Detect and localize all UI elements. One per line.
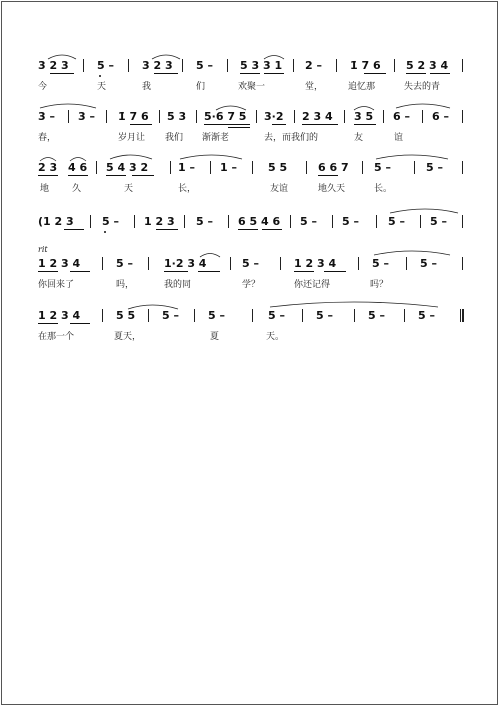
underline xyxy=(198,271,220,272)
underline xyxy=(64,229,84,230)
lyric: 天 xyxy=(97,82,107,92)
measure-3-4: 1 – xyxy=(178,161,195,174)
measure-4-3: 1 2 3 xyxy=(144,215,175,228)
barline xyxy=(420,215,421,228)
measure-1-4: 5 – xyxy=(196,59,213,72)
lyric: 渐渐老 xyxy=(202,133,230,143)
ritardando-mark: rit xyxy=(38,245,48,254)
final-barline xyxy=(460,309,464,322)
lyric: 欢聚一 xyxy=(238,82,266,92)
underline xyxy=(294,271,314,272)
measure-6-5: 5 – xyxy=(268,309,285,322)
underline xyxy=(318,175,338,176)
measure-3-9: 5 – xyxy=(426,161,443,174)
measure-4-7: 5 – xyxy=(342,215,359,228)
underline xyxy=(50,73,74,74)
barline xyxy=(252,161,253,174)
measure-3-7: 6 6 7 xyxy=(318,161,349,174)
measure-4-1: (1 2 3 xyxy=(38,215,74,228)
measure-1-3: 3 2 3 xyxy=(142,59,173,72)
slurs xyxy=(2,208,499,248)
underline xyxy=(68,175,88,176)
measure-3-2: 4 6 xyxy=(68,161,88,174)
lyric: 学？ xyxy=(242,280,261,290)
underline xyxy=(302,124,338,125)
measure-2-8: 3 5 xyxy=(354,110,374,123)
barline xyxy=(383,110,384,123)
measure-1-1: 3 2 3 xyxy=(38,59,69,72)
barline xyxy=(293,59,294,72)
lyric: 夏天， xyxy=(114,332,142,342)
lyric: 今 xyxy=(38,82,48,92)
measure-5-2: 5 – xyxy=(116,257,133,270)
measure-2-5: 5·6 7 5 xyxy=(204,110,247,123)
barline xyxy=(256,110,257,123)
barline xyxy=(106,110,107,123)
lyric: 在那一个 xyxy=(38,332,75,342)
measure-4-5: 6 5 4 6 xyxy=(238,215,281,228)
measure-3-1: 2 3 xyxy=(38,161,58,174)
measure-4-4: 5 – xyxy=(196,215,213,228)
measure-2-1: 3 – xyxy=(38,110,55,123)
low-octave-dot xyxy=(99,75,101,77)
lyric: 吗？ xyxy=(370,280,389,290)
lyric: 春， xyxy=(38,133,57,143)
underline xyxy=(406,73,426,74)
measure-6-4: 5 – xyxy=(208,309,225,322)
lyric: 你还记得 xyxy=(294,280,331,290)
measure-3-5: 1 – xyxy=(220,161,237,174)
underline xyxy=(364,73,386,74)
barline xyxy=(306,161,307,174)
lyric: 们 xyxy=(196,82,206,92)
measure-1-7: 1̇ 7 6 xyxy=(350,59,381,72)
score-page xyxy=(1,1,498,705)
underline xyxy=(164,271,188,272)
underline xyxy=(430,73,450,74)
measure-4-9: 5 – xyxy=(430,215,447,228)
underline xyxy=(262,229,282,230)
measure-1-5: 5 3 3 1 xyxy=(240,59,283,72)
barline xyxy=(184,215,185,228)
measure-4-8: 5 – xyxy=(388,215,405,228)
barline xyxy=(227,59,228,72)
measure-3-3: 5 4 3 2 xyxy=(106,161,149,174)
slurs xyxy=(2,103,499,143)
underline xyxy=(38,175,58,176)
lyric: 你回来了 xyxy=(38,280,75,290)
underline xyxy=(130,124,152,125)
barline xyxy=(228,215,229,228)
measure-4-2: 5 – xyxy=(102,215,119,228)
lyric: 吗， xyxy=(116,280,135,290)
lyric: 去，而我们的 xyxy=(264,133,319,143)
lyric: 夏 xyxy=(210,332,220,342)
low-octave-dot xyxy=(104,231,106,233)
barline xyxy=(148,309,149,322)
measure-2-6: 3·2 xyxy=(264,110,284,123)
barline xyxy=(462,257,463,270)
barline xyxy=(354,309,355,322)
underline xyxy=(264,73,284,74)
slurs xyxy=(2,302,499,342)
lyric: 友谊 xyxy=(270,184,289,194)
measure-1-8: 5 2 3 4 xyxy=(406,59,449,72)
measure-2-4: 5 3 xyxy=(167,110,187,123)
barline xyxy=(134,215,135,228)
underline xyxy=(106,175,126,176)
lyric: 久 xyxy=(72,184,82,194)
lyric: 地 xyxy=(40,184,50,194)
measure-5-3: 1·2 3 4 xyxy=(164,257,207,270)
barline xyxy=(462,59,463,72)
lyric: 堂， xyxy=(305,82,324,92)
measure-5-6: 5 – xyxy=(372,257,389,270)
barline xyxy=(68,110,69,123)
measure-1-2: 5 – xyxy=(97,59,114,72)
barline xyxy=(83,59,84,72)
barline xyxy=(462,161,463,174)
lyric: 友 xyxy=(354,133,364,143)
barline xyxy=(422,110,423,123)
underline xyxy=(38,323,58,324)
barline xyxy=(344,110,345,123)
measure-2-2: 3 – xyxy=(78,110,95,123)
lyric: 失去的青 xyxy=(404,82,441,92)
lyric: 谊 xyxy=(394,133,404,143)
lyric: 天 xyxy=(124,184,134,194)
underline xyxy=(70,271,90,272)
barline xyxy=(102,309,103,322)
barline xyxy=(414,161,415,174)
measure-6-2: 5 5 xyxy=(116,309,136,322)
measure-1-6: 2 – xyxy=(305,59,322,72)
underline xyxy=(324,271,346,272)
underline xyxy=(132,175,154,176)
barline xyxy=(128,59,129,72)
barline xyxy=(90,215,91,228)
barline xyxy=(182,59,183,72)
lyric: 天。 xyxy=(266,332,285,342)
underline xyxy=(240,73,260,74)
measure-2-9: 6 – xyxy=(393,110,410,123)
barline xyxy=(406,257,407,270)
underline xyxy=(38,271,58,272)
underline xyxy=(228,127,250,128)
lyric: 地久天 xyxy=(318,184,346,194)
lyric: 追忆那 xyxy=(348,82,376,92)
lyric: 长， xyxy=(178,184,197,194)
measure-6-3: 5 – xyxy=(162,309,179,322)
barline xyxy=(96,161,97,174)
measure-3-8: 5 – xyxy=(374,161,391,174)
barline xyxy=(404,309,405,322)
underline xyxy=(70,323,90,324)
lyric: 我的同 xyxy=(164,280,192,290)
barline xyxy=(196,110,197,123)
measure-2-7: 2 3 4 xyxy=(302,110,333,123)
barline xyxy=(362,161,363,174)
measure-6-7: 5 – xyxy=(368,309,385,322)
barline xyxy=(294,110,295,123)
barline xyxy=(159,110,160,123)
barline xyxy=(210,161,211,174)
barline xyxy=(302,309,303,322)
underline xyxy=(354,124,376,125)
lyric: 岁月让 xyxy=(118,133,146,143)
barline xyxy=(252,309,253,322)
barline xyxy=(230,257,231,270)
measure-6-6: 5 – xyxy=(316,309,333,322)
underline xyxy=(204,124,250,125)
measure-6-8: 5 – xyxy=(418,309,435,322)
barline xyxy=(358,257,359,270)
lyric: 长。 xyxy=(374,184,393,194)
barline xyxy=(170,161,171,174)
measure-5-7: 5 – xyxy=(420,257,437,270)
barline xyxy=(336,59,337,72)
barline xyxy=(290,215,291,228)
barline xyxy=(280,257,281,270)
barline xyxy=(462,215,463,228)
measure-2-10: 6 – xyxy=(432,110,449,123)
measure-6-1: 1 2 3 4 xyxy=(38,309,81,322)
barline xyxy=(148,257,149,270)
measure-2-3: 1̇ 7 6 xyxy=(118,110,149,123)
barline xyxy=(102,257,103,270)
measure-5-4: 5 – xyxy=(242,257,259,270)
measure-5-1: 1 2 3 4 xyxy=(38,257,81,270)
barline xyxy=(394,59,395,72)
barline xyxy=(462,110,463,123)
underline xyxy=(272,124,286,125)
lyric: 我 xyxy=(142,82,152,92)
underline xyxy=(238,229,258,230)
measure-5-5: 1 2 3 4 xyxy=(294,257,337,270)
underline xyxy=(156,229,178,230)
underline xyxy=(154,73,178,74)
barline xyxy=(376,215,377,228)
measure-3-6: 5 5 xyxy=(268,161,288,174)
measure-4-6: 5 – xyxy=(300,215,317,228)
barline xyxy=(332,215,333,228)
barline xyxy=(194,309,195,322)
lyric: 我们 xyxy=(165,133,184,143)
